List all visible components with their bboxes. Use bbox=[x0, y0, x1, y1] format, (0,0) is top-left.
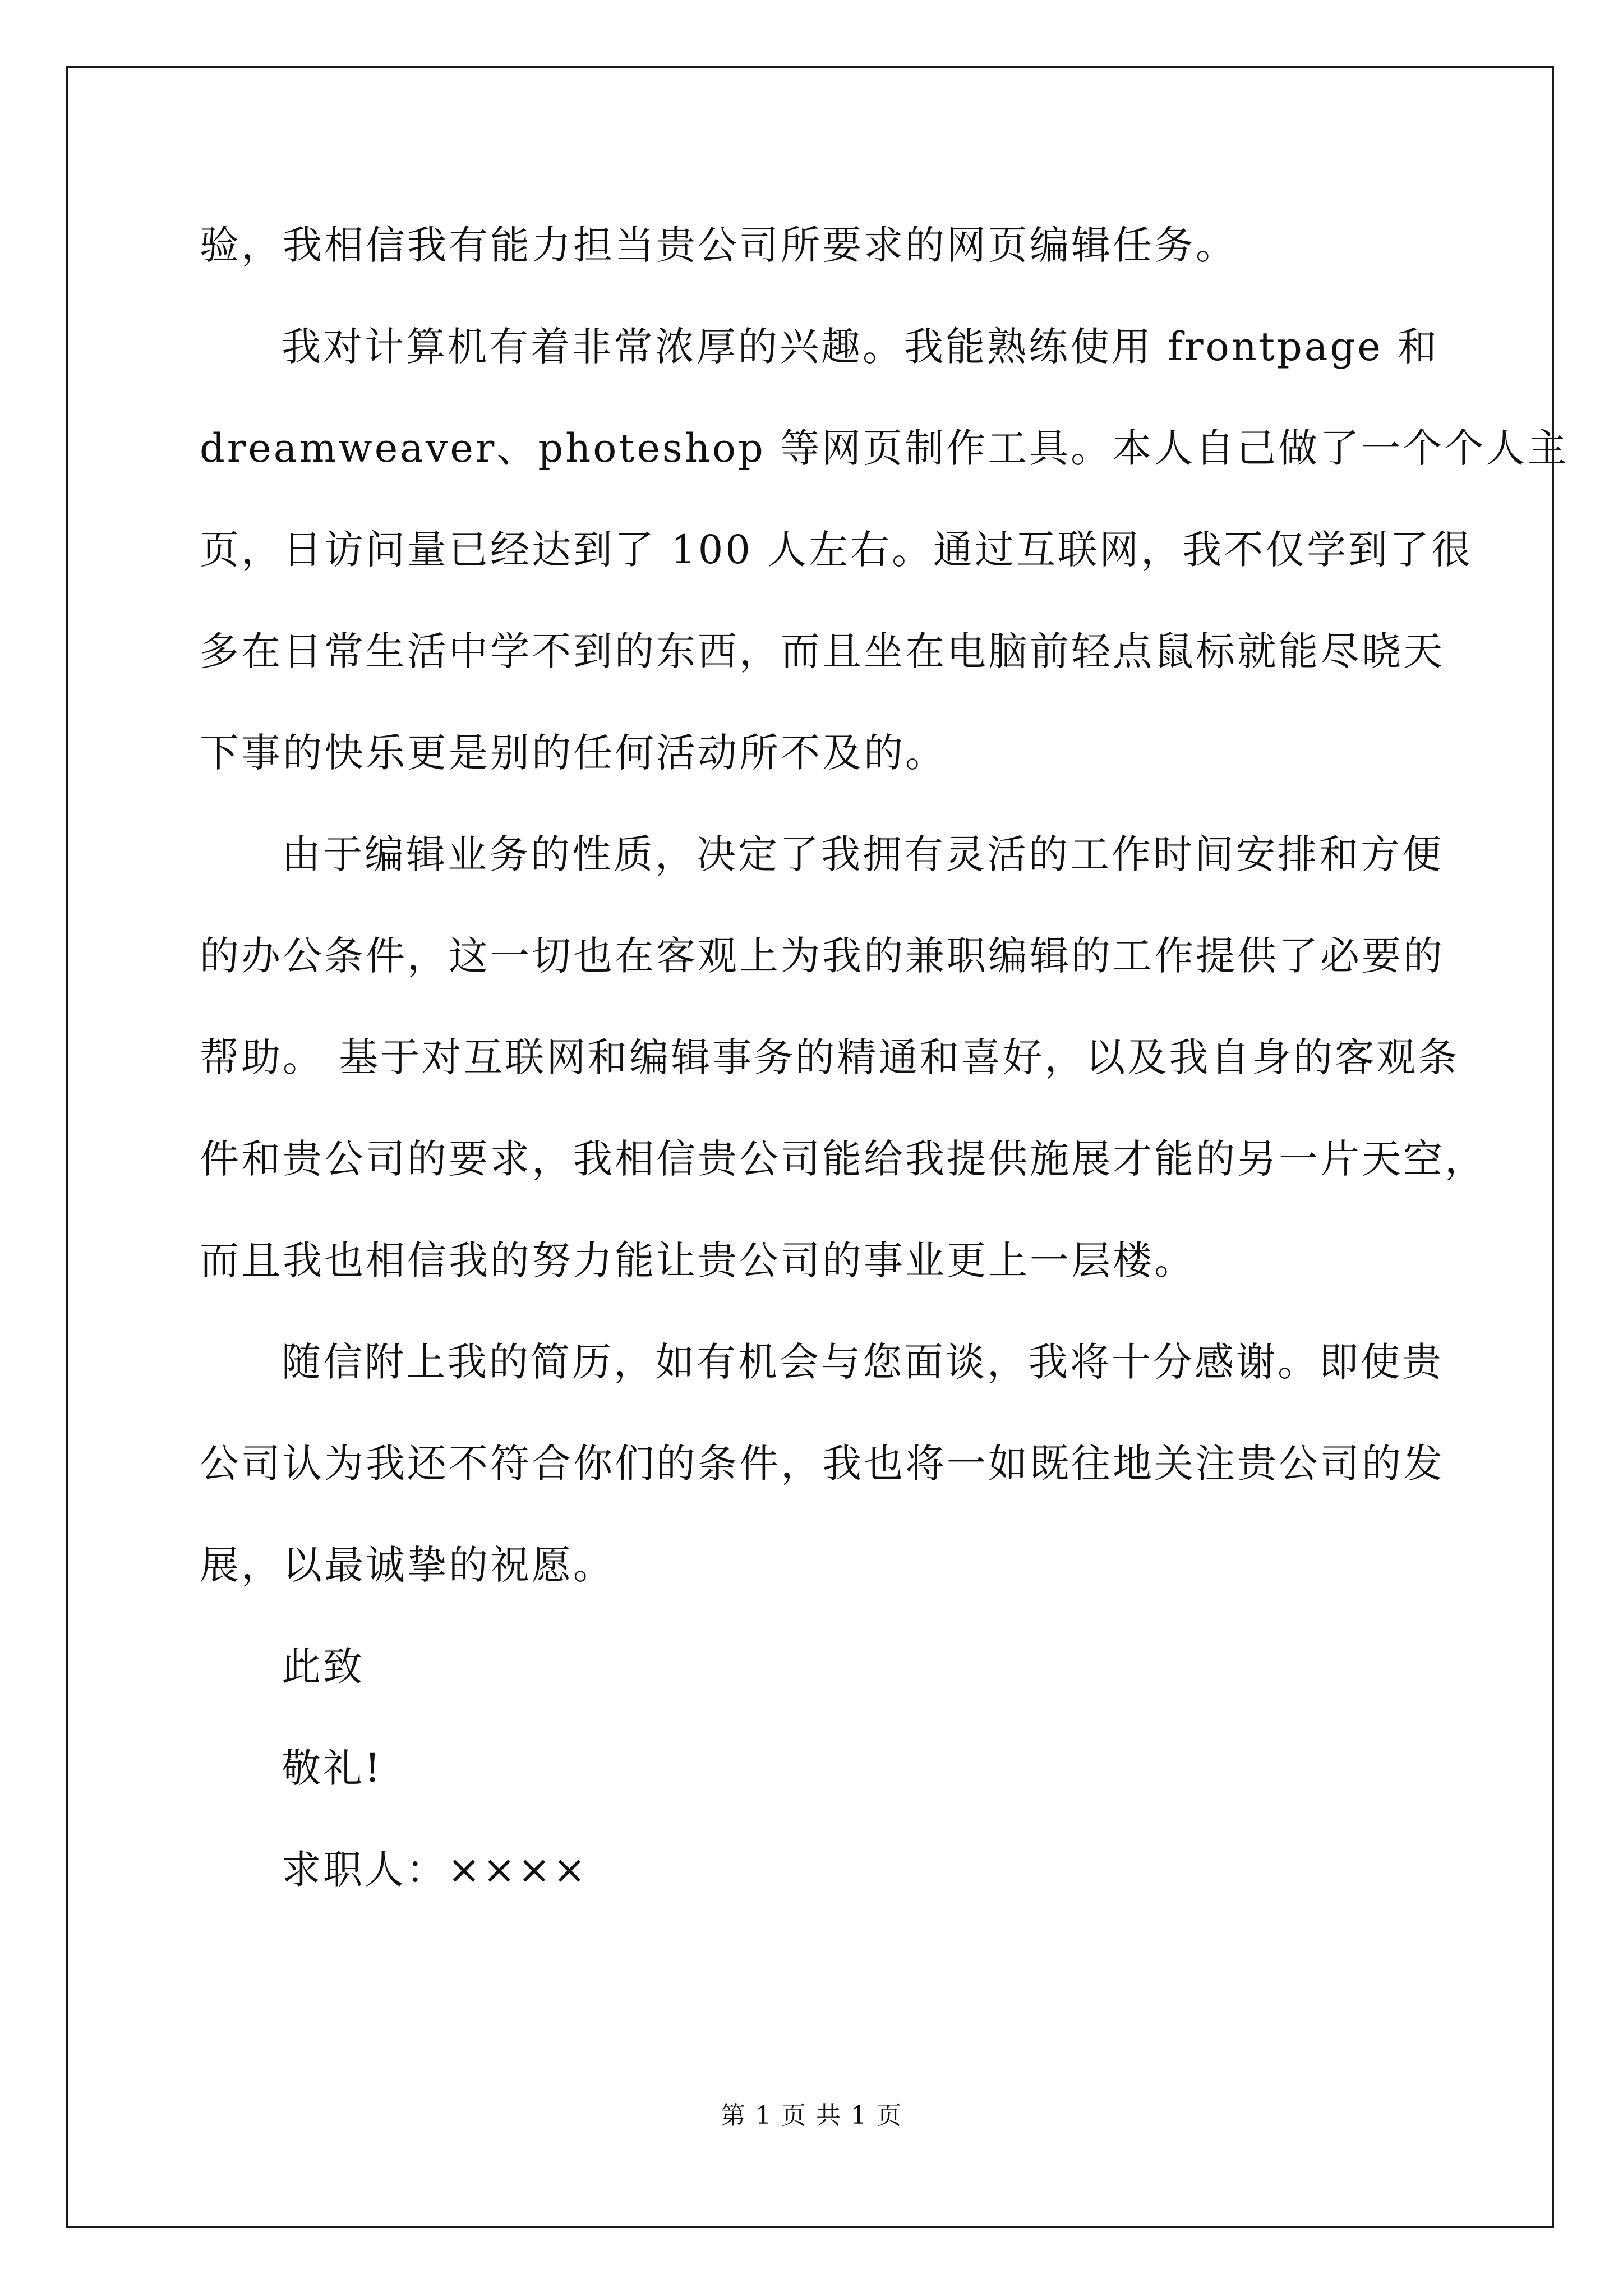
paragraph-first-line: 由于编辑业务的性质，决定了我拥有灵活的工作时间安排和方便 bbox=[282, 831, 1444, 877]
paragraph-first-line: 随信附上我的简历，如有机会与您面谈，我将十分感谢。即使贵 bbox=[282, 1339, 1444, 1385]
closing-regards: 敬礼! bbox=[282, 1745, 383, 1791]
body-line: 验，我相信我有能力担当贵公司所要求的网页编辑任务。 bbox=[200, 222, 1237, 268]
body-line: 公司认为我还不符合你们的条件，我也将一如既往地关注贵公司的发 bbox=[200, 1441, 1445, 1487]
paragraph-first-line: 我对计算机有着非常浓厚的兴趣。我能熟练使用 frontpage 和 bbox=[282, 324, 1440, 370]
body-line: 而且我也相信我的努力能让贵公司的事业更上一层楼。 bbox=[200, 1237, 1196, 1283]
body-line: 下事的快乐更是别的任何活动所不及的。 bbox=[200, 730, 947, 776]
body-line: 的办公条件，这一切也在客观上为我的兼职编辑的工作提供了必要的 bbox=[200, 933, 1445, 979]
body-line: 多在日常生活中学不到的东西，而且坐在电脑前轻点鼠标就能尽晓天 bbox=[200, 628, 1445, 674]
body-line: 帮助。 基于对互联网和编辑事务的精通和喜好，以及我自身的客观条 bbox=[200, 1034, 1460, 1080]
signature-line: 求职人：×××× bbox=[282, 1847, 588, 1893]
page-footer: 第 1 页 共 1 页 bbox=[721, 2101, 902, 2130]
body-line: 页，日访问量已经达到了 100 人左右。通过互联网，我不仅学到了很 bbox=[200, 527, 1473, 573]
body-line: 件和贵公司的要求，我相信贵公司能给我提供施展才能的另一片天空， bbox=[200, 1136, 1486, 1182]
body-line: dreamweaver、photeshop 等网页制作工具。本人自己做了一个个人主 bbox=[200, 425, 1569, 471]
body-line: 展，以最诚挚的祝愿。 bbox=[200, 1542, 615, 1588]
closing-salutation: 此致 bbox=[282, 1644, 365, 1690]
